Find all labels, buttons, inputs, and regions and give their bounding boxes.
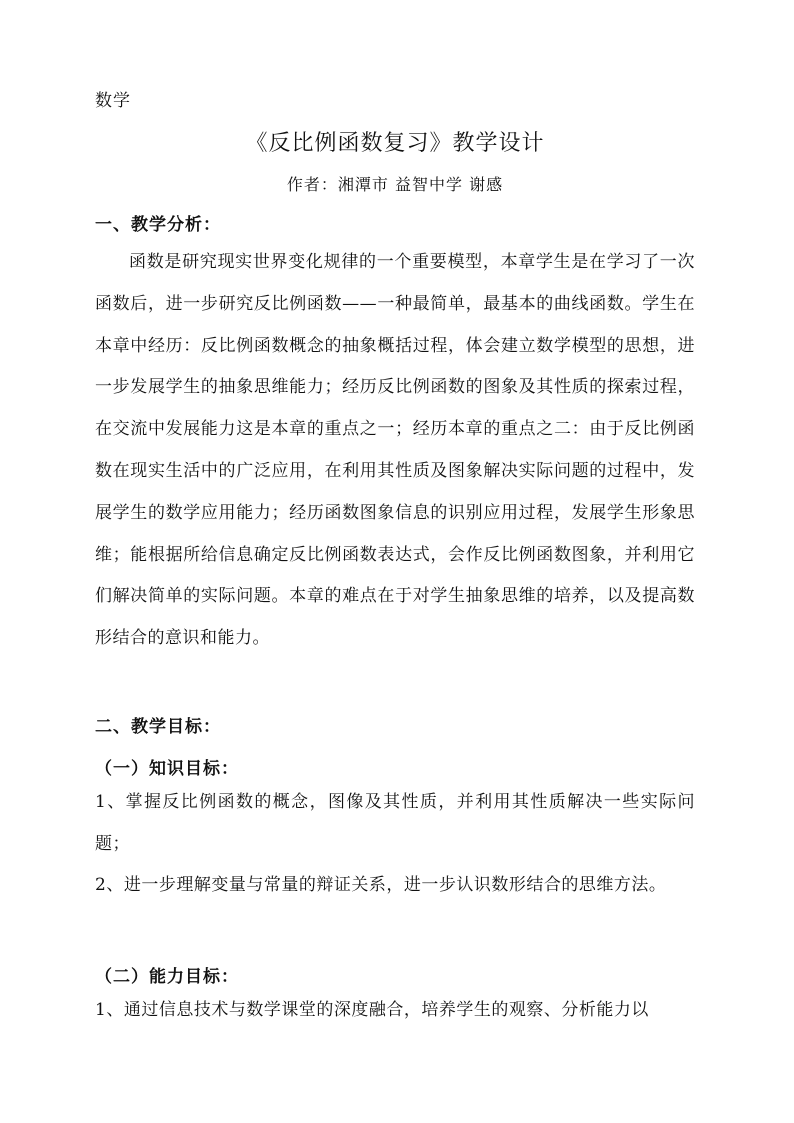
analysis-paragraph: 函数是研究现实世界变化规律的一个重要模型，本章学生是在学习了一次函数后，进一步研究反比例函数——一种最简单，最基本的曲线函数。学生在本章中经历：反比例函数概念的抽象概括过程，体会建立数学模型的思想，进一步发展学生的抽象思维能力；经历反比例函数的图象及其性质的探索过程，在交流中发展能力这是本章的重点之一；经历本章的重点之二：由于反比例函数在现实生活中的广泛应用，在利用其性质及图象解决实际问题的过程中，发展学生的数学应用能力；经历函数图象信息的识别应用过程，发展学生形象思维；能根据所给信息确定反比例函数表达式，会作反比例函数图象，并利用它们解决简单的实际问题。本章的难点在于对学生抽象思维的培养，以及提高数形结合的意识和能力。 [95,252,695,649]
author-line: 作者：湘潭市 益智中学 谢感 [286,175,504,194]
subject-label: 数学 [95,91,131,111]
section-heading-analysis: 一、教学分析： [95,215,221,235]
document-page [95,0,695,1123]
subheading-knowledge-goals: （一）知识目标： [95,759,239,779]
section-heading-goals: 二、教学目标： [95,717,221,737]
subheading-ability-goals: （二）能力目标： [95,967,239,987]
ability-item-1: 1、通过信息技术与数学课堂的深度融合，培养学生的观察、分析能力以 [95,1000,649,1020]
knowledge-item-1: 1、掌握反比例函数的概念，图像及其性质，并利用其性质解决一些实际问题； [95,792,695,854]
document-title: 《反比例函数复习》教学设计 [245,131,545,156]
knowledge-item-2: 2、进一步理解变量与常量的辩证关系，进一步认识数形结合的思维方法。 [95,875,667,895]
